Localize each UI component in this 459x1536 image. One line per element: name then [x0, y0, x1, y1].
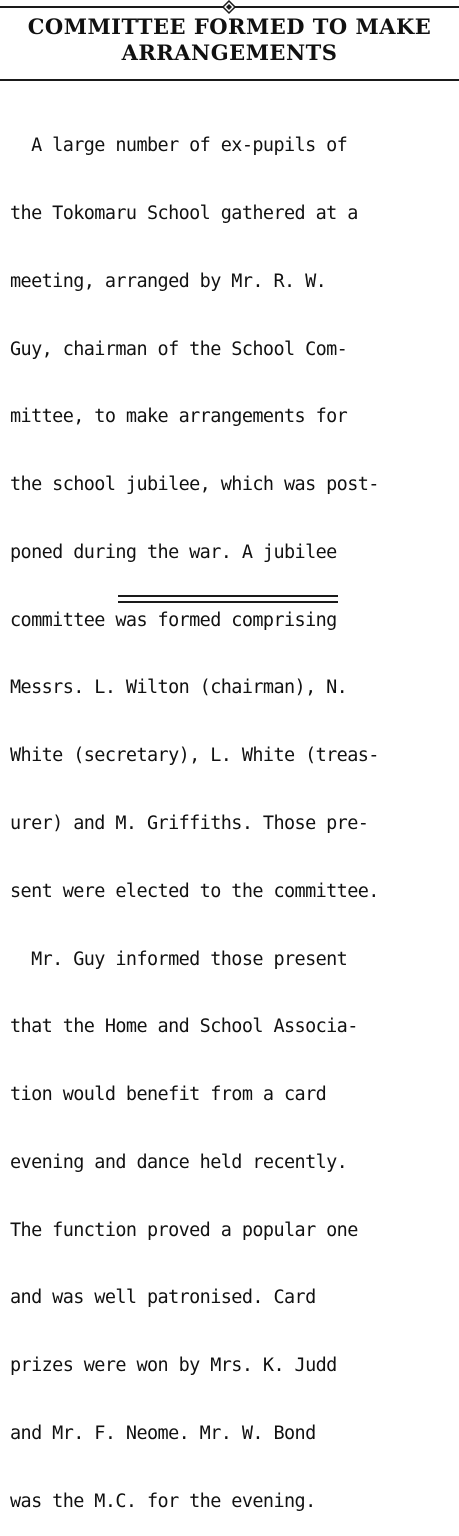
body-line: urer) and M. Griffiths. Those pre- [10, 813, 369, 834]
body-line: was the M.C. for the evening. [10, 1490, 316, 1512]
end-rule-upper [118, 595, 338, 597]
body-line: poned during the war. A jubilee [10, 541, 337, 563]
diamond-ornament-icon [222, 0, 236, 14]
end-rule-lower [118, 601, 338, 603]
headline-divider [0, 79, 459, 81]
headline-line-2: ARRANGEMENTS [121, 40, 338, 65]
body-line: the Tokomaru School gathered at a [10, 202, 358, 224]
body-line: that the Home and School Associa- [10, 1016, 358, 1038]
article-headline [0, 14, 459, 66]
body-line: meeting, arranged by Mr. R. W. [10, 270, 327, 292]
body-line: and Mr. F. Neome. Mr. W. Bond [10, 1423, 316, 1445]
body-line: evening and dance held recently. [10, 1151, 348, 1173]
body-line: Messrs. L. Wilton (chairman), N. [10, 677, 348, 699]
body-line: sent were elected to the committee. [10, 880, 379, 902]
body-line: tion would benefit from a card [10, 1084, 327, 1106]
body-line: committee was formed comprising [10, 609, 337, 631]
body-line: White (secretary), L. White (treas- [10, 745, 379, 767]
headline-line-1: COMMITTEE FORMED TO MAKE [27, 14, 432, 39]
body-line: The function proved a popular one [10, 1219, 358, 1241]
body-line: prizes were won by Mrs. K. Judd [10, 1355, 337, 1377]
article-body [10, 90, 455, 1536]
body-line: mittee, to make arrangements for [10, 406, 348, 428]
body-line: Guy, chairman of the School Com- [10, 338, 348, 360]
body-line: Mr. Guy informed those present [10, 948, 348, 970]
body-line: A large number of ex-pupils of [10, 135, 348, 157]
body-line: the school jubilee, which was post- [10, 474, 379, 496]
body-line: and was well patronised. Card [10, 1287, 316, 1309]
